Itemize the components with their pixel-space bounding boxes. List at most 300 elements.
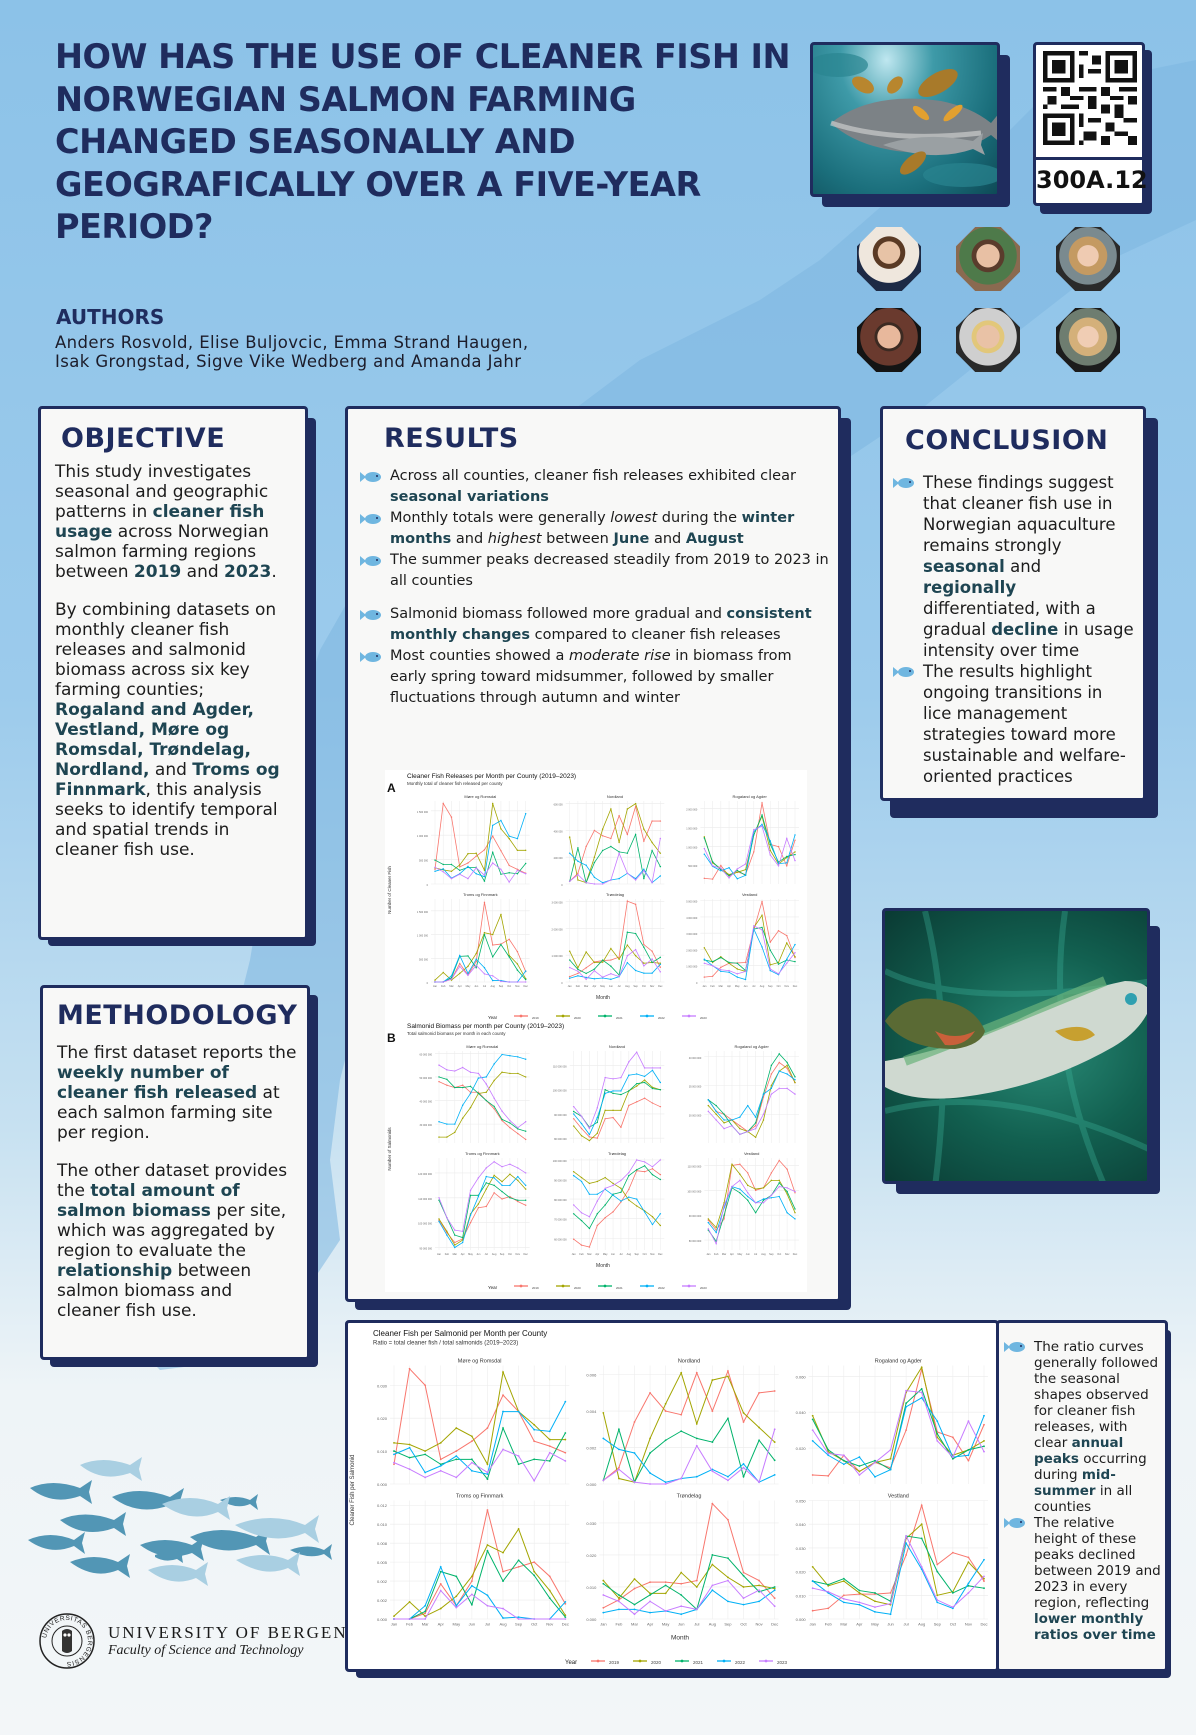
text-run: and: [181, 562, 225, 582]
data-point: [467, 973, 468, 974]
data-point: [471, 1470, 473, 1472]
x-tick-label: Apr: [595, 1253, 600, 1256]
seal-text: UNIVERSITAS BERGENSIS: [41, 1614, 94, 1668]
data-point: [812, 1474, 814, 1476]
data-point: [471, 1575, 473, 1577]
poster-title: HOW HAS THE USE OF CLEANER FISH IN NORWEGIAN SALMON FARMING CHANGED SEASONALLY AND GEOGRAFICALLY OVER A FIVE-YEAR PERIOD?: [55, 37, 791, 246]
data-point: [467, 966, 468, 967]
series-line-2020: [570, 945, 661, 968]
y-tick-label: 100 000 000: [418, 1222, 432, 1226]
text-run: at each salmon farming site per region.: [57, 1083, 280, 1143]
data-point: [577, 971, 578, 972]
facet-title: Vestland: [887, 1493, 909, 1500]
data-point: [434, 869, 435, 870]
facet-panel: [419, 1044, 529, 1143]
x-tick-label: Jun: [608, 985, 613, 988]
x-tick-label: Mar: [718, 985, 723, 988]
x-tick-label: Jan: [432, 985, 438, 988]
y-tick-label: 3 000 000: [686, 933, 698, 937]
data-point: [728, 970, 729, 971]
data-point: [589, 1128, 590, 1129]
data-point: [564, 1439, 566, 1441]
y-tick-label: 4 000 000: [686, 916, 698, 920]
y-tick-label: 110 000 000: [552, 1065, 567, 1069]
data-point: [636, 1085, 637, 1086]
data-point: [577, 969, 578, 970]
data-point: [696, 1423, 698, 1425]
text-run: and: [149, 760, 193, 780]
data-point: [573, 1111, 574, 1112]
data-point: [564, 1460, 566, 1462]
data-point: [635, 933, 636, 934]
data-point: [644, 1211, 645, 1212]
data-point: [723, 1128, 724, 1129]
data-point: [525, 1130, 526, 1131]
data-point: [569, 959, 570, 960]
data-point: [604, 1118, 605, 1119]
bullet-text: [390, 648, 792, 706]
data-point: [708, 1228, 709, 1229]
y-axis-label: Number of Salmonids: [387, 1127, 392, 1171]
data-point: [424, 1618, 426, 1620]
data-point: [508, 872, 509, 873]
x-tick-label: Mar: [421, 1621, 429, 1627]
facet-title: Møre og Romsdal: [464, 794, 497, 799]
series-line-2022: [813, 1398, 984, 1477]
x-tick-label: Jun: [677, 1621, 685, 1627]
data-point: [525, 1172, 526, 1173]
legend-label: 2020: [574, 1016, 581, 1020]
y-tick-label: 2 000 000: [686, 808, 698, 812]
data-point: [470, 1072, 471, 1073]
data-point: [525, 979, 526, 980]
data-point: [438, 1076, 439, 1077]
data-point: [393, 1463, 395, 1465]
data-point: [727, 1557, 729, 1559]
data-point: [475, 953, 476, 954]
data-point: [620, 1127, 621, 1128]
data-point: [612, 1093, 613, 1094]
data-point: [487, 1605, 489, 1607]
series-line-2021: [708, 1054, 795, 1135]
data-point: [493, 1161, 494, 1162]
data-point: [728, 867, 729, 868]
data-point: [720, 870, 721, 871]
data-point: [643, 944, 644, 945]
y-tick-label: 0.002: [586, 1445, 597, 1451]
data-point: [627, 852, 628, 853]
data-point: [715, 1111, 716, 1112]
data-point: [660, 1174, 661, 1175]
data-point: [612, 1110, 613, 1111]
data-point: [618, 959, 619, 960]
fish-bullet-icon: [1004, 1517, 1026, 1529]
data-point: [874, 1462, 876, 1464]
data-point: [720, 957, 721, 958]
x-tick-label: Aug: [918, 1621, 926, 1627]
data-point: [643, 869, 644, 870]
x-tick-label: May: [465, 985, 471, 988]
data-point: [618, 842, 619, 843]
y-tick-label: 0.008: [376, 1541, 387, 1547]
x-tick-label: Sep: [634, 1253, 639, 1256]
data-point: [478, 1196, 479, 1197]
data-point: [812, 1440, 814, 1442]
data-point: [643, 828, 644, 829]
data-point: [858, 1602, 860, 1604]
data-point: [438, 1221, 439, 1222]
data-point: [486, 1076, 487, 1077]
y-tick-label: 400 000: [553, 830, 563, 834]
data-point: [778, 865, 779, 866]
y-tick-label: 2 000 000: [686, 949, 698, 953]
data-point: [827, 1449, 829, 1451]
data-point: [758, 1392, 760, 1394]
data-point: [597, 1137, 598, 1138]
text-run: The summer peaks decreased steadily from 2019 to 2023 in all counties: [390, 552, 829, 589]
data-point: [983, 1578, 985, 1580]
data-point: [651, 882, 652, 883]
data-point: [549, 1597, 551, 1599]
data-point: [518, 1411, 520, 1413]
data-point: [727, 1519, 729, 1521]
data-point: [786, 963, 787, 964]
data-point: [443, 972, 444, 973]
data-point: [812, 1415, 814, 1417]
data-point: [393, 1442, 395, 1444]
data-point: [487, 1550, 489, 1552]
data-point: [577, 973, 578, 974]
data-point: [533, 1480, 535, 1482]
data-point: [518, 1566, 520, 1568]
data-point: [874, 1600, 876, 1602]
data-point: [905, 1390, 907, 1392]
data-point: [743, 1421, 745, 1423]
x-tick-label: Oct: [641, 985, 646, 988]
series-line-2022: [439, 1177, 526, 1248]
data-point: [581, 1220, 582, 1221]
data-point: [393, 1450, 395, 1452]
series-line-2019: [813, 1369, 984, 1476]
data-point: [518, 1528, 520, 1530]
data-point: [652, 1102, 653, 1103]
series-line-2019: [708, 1063, 795, 1132]
y-tick-label: 0.002: [376, 1579, 387, 1585]
x-tick-label: Jan: [706, 1253, 711, 1256]
data-point: [518, 1463, 520, 1465]
authors-line: Isak Grongstad, Sigve Vike Wedberg and Amanda Jahr: [55, 352, 522, 371]
data-point: [517, 1073, 518, 1074]
data-point: [454, 1244, 455, 1245]
facet-panel: [586, 1494, 778, 1627]
data-point: [525, 970, 526, 971]
x-tick-label: Dec: [658, 1253, 663, 1256]
text-run: Most counties showed a: [390, 648, 569, 664]
data-point: [680, 1583, 682, 1585]
x-tick-label: Apr: [460, 1253, 465, 1256]
data-point: [486, 1188, 487, 1189]
data-point: [983, 1424, 985, 1426]
y-tick-label: 60 000 000: [554, 1238, 567, 1242]
data-point: [602, 1594, 604, 1596]
italic-text: moderate rise: [568, 648, 671, 664]
data-point: [597, 1117, 598, 1118]
chart-subtitle: Monthly total of cleaner fish released per county: [407, 781, 503, 786]
data-point: [487, 1509, 489, 1511]
data-point: [459, 955, 460, 956]
data-point: [763, 1093, 764, 1094]
x-tick-label: Jul: [752, 985, 756, 988]
x-tick-label: Apr: [730, 1253, 734, 1256]
legend-swatch-dot: [765, 1660, 768, 1663]
text-run: This study investigates seasonal and geographic patterns in: [55, 462, 269, 522]
data-point: [564, 1432, 566, 1434]
data-point: [493, 1175, 494, 1176]
data-point: [517, 1176, 518, 1177]
data-point: [508, 838, 509, 839]
data-point: [471, 1604, 473, 1606]
data-point: [577, 874, 578, 875]
fish-bullet-icon: [360, 513, 382, 525]
data-point: [569, 978, 570, 979]
facet-panel: [552, 892, 665, 988]
authors-heading: AUTHORS: [56, 305, 165, 329]
text-run: The results highlight ongoing transitions in lice management strategies toward more sustainable and welfare-oriented practices: [923, 662, 1126, 786]
data-point: [652, 1224, 653, 1225]
data-point: [747, 1200, 748, 1201]
data-point: [602, 1438, 604, 1440]
data-point: [446, 1234, 447, 1235]
facet-title: Rogaland og Agder: [734, 1044, 769, 1049]
facet-panel: [586, 1359, 778, 1488]
data-point: [636, 1159, 637, 1160]
y-tick-label: 90 000 000: [554, 1113, 567, 1117]
data-point: [660, 852, 661, 853]
data-point: [610, 959, 611, 960]
data-point: [627, 962, 628, 963]
authors-line: Anders Rosvold, Elise Buljovcic, Emma Strand Haugen,: [55, 333, 529, 352]
data-point: [508, 981, 509, 982]
data-point: [487, 1463, 489, 1465]
chart-subtitle: Ratio = total cleaner fish / total salmonids (2019–2023): [373, 1340, 519, 1347]
facet-panel: [377, 1359, 569, 1488]
data-point: [500, 874, 501, 875]
data-point: [470, 1093, 471, 1094]
x-tick-label: Dec: [792, 985, 798, 988]
data-point: [711, 1589, 713, 1591]
data-point: [952, 1436, 954, 1438]
data-point: [492, 980, 493, 981]
data-point: [778, 963, 779, 964]
data-point: [728, 877, 729, 878]
data-point: [484, 870, 485, 871]
data-point: [643, 840, 644, 841]
y-tick-label: 0.060: [795, 1374, 806, 1380]
data-point: [680, 1414, 682, 1416]
text-run: These findings suggest that cleaner fish use in Norwegian aquaculture remains strongly: [923, 473, 1116, 555]
data-point: [470, 1107, 471, 1108]
data-point: [643, 946, 644, 947]
data-point: [493, 1108, 494, 1109]
x-tick-label: Jul: [754, 1253, 758, 1256]
data-point: [890, 1592, 892, 1594]
y-tick-label: 0.005: [376, 1560, 387, 1566]
data-point: [771, 1085, 772, 1086]
data-point: [921, 1397, 923, 1399]
x-tick-label: Jun: [476, 1253, 481, 1256]
legend-swatch-dot: [646, 1285, 649, 1288]
data-point: [573, 1118, 574, 1119]
data-point: [440, 1583, 442, 1585]
x-tick-label: Apr: [856, 1621, 863, 1627]
data-point: [827, 1584, 829, 1586]
series-line-2022: [394, 1402, 565, 1474]
data-point: [711, 1410, 713, 1412]
data-point: [727, 1376, 729, 1378]
data-point: [424, 1605, 426, 1607]
facet-title: Møre og Romsdal: [466, 1044, 499, 1049]
data-point: [968, 1583, 970, 1585]
y-tick-label: 100 000 000: [552, 1159, 567, 1163]
data-point: [644, 1076, 645, 1077]
qr-code[interactable]: [1043, 51, 1137, 145]
x-tick-label: Feb: [710, 985, 715, 988]
data-point: [455, 1455, 457, 1457]
data-point: [704, 837, 705, 838]
data-point: [581, 1135, 582, 1136]
data-point: [755, 1190, 756, 1191]
data-point: [843, 1578, 845, 1580]
x-tick-label: Jul: [484, 1253, 488, 1256]
data-point: [794, 854, 795, 855]
data-point: [696, 1476, 698, 1478]
data-point: [533, 1618, 535, 1620]
facet-title: Troms og Finnmark: [463, 892, 498, 897]
data-point: [983, 1415, 985, 1417]
data-point: [487, 1427, 489, 1429]
y-tick-label: 90 000 000: [419, 1247, 432, 1251]
legend-swatch-dot: [723, 1660, 726, 1663]
data-point: [525, 1139, 526, 1140]
data-point: [720, 969, 721, 970]
data-point: [708, 1111, 709, 1112]
data-point: [921, 1392, 923, 1394]
ratio-notes-bullets: [1004, 1339, 1161, 1643]
facet-panel: [417, 794, 530, 887]
data-point: [500, 820, 501, 821]
data-point: [610, 808, 611, 809]
emphasis-text: winter months: [390, 510, 795, 547]
data-point: [569, 852, 570, 853]
data-point: [455, 1575, 457, 1577]
data-point: [634, 1481, 636, 1483]
legend-swatch-dot: [604, 1015, 607, 1018]
facet-title: Rogaland og Agder: [874, 1358, 922, 1365]
data-point: [905, 1429, 907, 1431]
text-run: in biomass from early spring toward midsummer, followed by smaller fluctuations through autumn and winter: [390, 648, 792, 706]
x-tick-label: Nov: [515, 985, 520, 988]
data-point: [502, 1571, 504, 1573]
data-point: [462, 1231, 463, 1232]
data-point: [518, 1559, 520, 1561]
data-point: [763, 1119, 764, 1120]
x-tick-label: Jan: [571, 1253, 576, 1256]
ratio-notes-card: [996, 1320, 1168, 1672]
data-point: [771, 1172, 772, 1173]
data-point: [696, 1580, 698, 1582]
data-point: [502, 1552, 504, 1554]
data-point: [660, 967, 661, 968]
y-tick-label: 0: [561, 884, 563, 887]
data-point: [493, 1106, 494, 1107]
data-point: [727, 1370, 729, 1372]
data-point: [493, 1097, 494, 1098]
data-point: [761, 824, 762, 825]
data-point: [628, 1172, 629, 1173]
data-point: [761, 915, 762, 916]
data-point: [968, 1460, 970, 1462]
data-point: [731, 1186, 732, 1187]
y-tick-label: 0.004: [586, 1409, 597, 1415]
data-point: [618, 1428, 620, 1430]
y-tick-label: 0.000: [586, 1482, 597, 1487]
data-point: [774, 1428, 776, 1430]
data-point: [763, 1200, 764, 1201]
data-point: [652, 1166, 653, 1167]
data-point: [446, 1123, 447, 1124]
x-tick-label: Mar: [449, 985, 454, 988]
data-point: [743, 1572, 745, 1574]
x-tick-label: Nov: [964, 1621, 972, 1627]
legend-label: 2022: [735, 1660, 746, 1665]
x-tick-label: Sep: [933, 1621, 941, 1627]
data-point: [643, 870, 644, 871]
data-point: [612, 1183, 613, 1184]
data-point: [434, 871, 435, 872]
data-point: [778, 973, 779, 974]
data-point: [761, 946, 762, 947]
data-point: [517, 838, 518, 839]
data-point: [704, 848, 705, 849]
series-line-2020: [439, 1174, 526, 1245]
data-point: [858, 1456, 860, 1458]
data-point: [774, 1474, 776, 1476]
data-point: [467, 975, 468, 976]
data-point: [636, 1205, 637, 1206]
data-point: [620, 1180, 621, 1181]
methodology-paragraph: [57, 1161, 297, 1321]
data-point: [533, 1561, 535, 1563]
data-point: [462, 1087, 463, 1088]
data-point: [604, 1188, 605, 1189]
data-point: [602, 1612, 604, 1614]
x-tick-label: Feb: [441, 985, 446, 988]
data-point: [502, 1411, 504, 1413]
data-point: [569, 836, 570, 837]
data-point: [573, 1125, 574, 1126]
data-point: [711, 1554, 713, 1556]
data-point: [890, 1603, 892, 1605]
data-point: [409, 1618, 411, 1620]
data-point: [533, 1574, 535, 1576]
data-point: [747, 1185, 748, 1186]
data-point: [644, 1171, 645, 1172]
x-tick-label: May: [602, 1253, 608, 1256]
data-point: [727, 1600, 729, 1602]
y-tick-label: 5 000 000: [686, 900, 698, 904]
data-point: [517, 969, 518, 970]
data-point: [459, 874, 460, 875]
